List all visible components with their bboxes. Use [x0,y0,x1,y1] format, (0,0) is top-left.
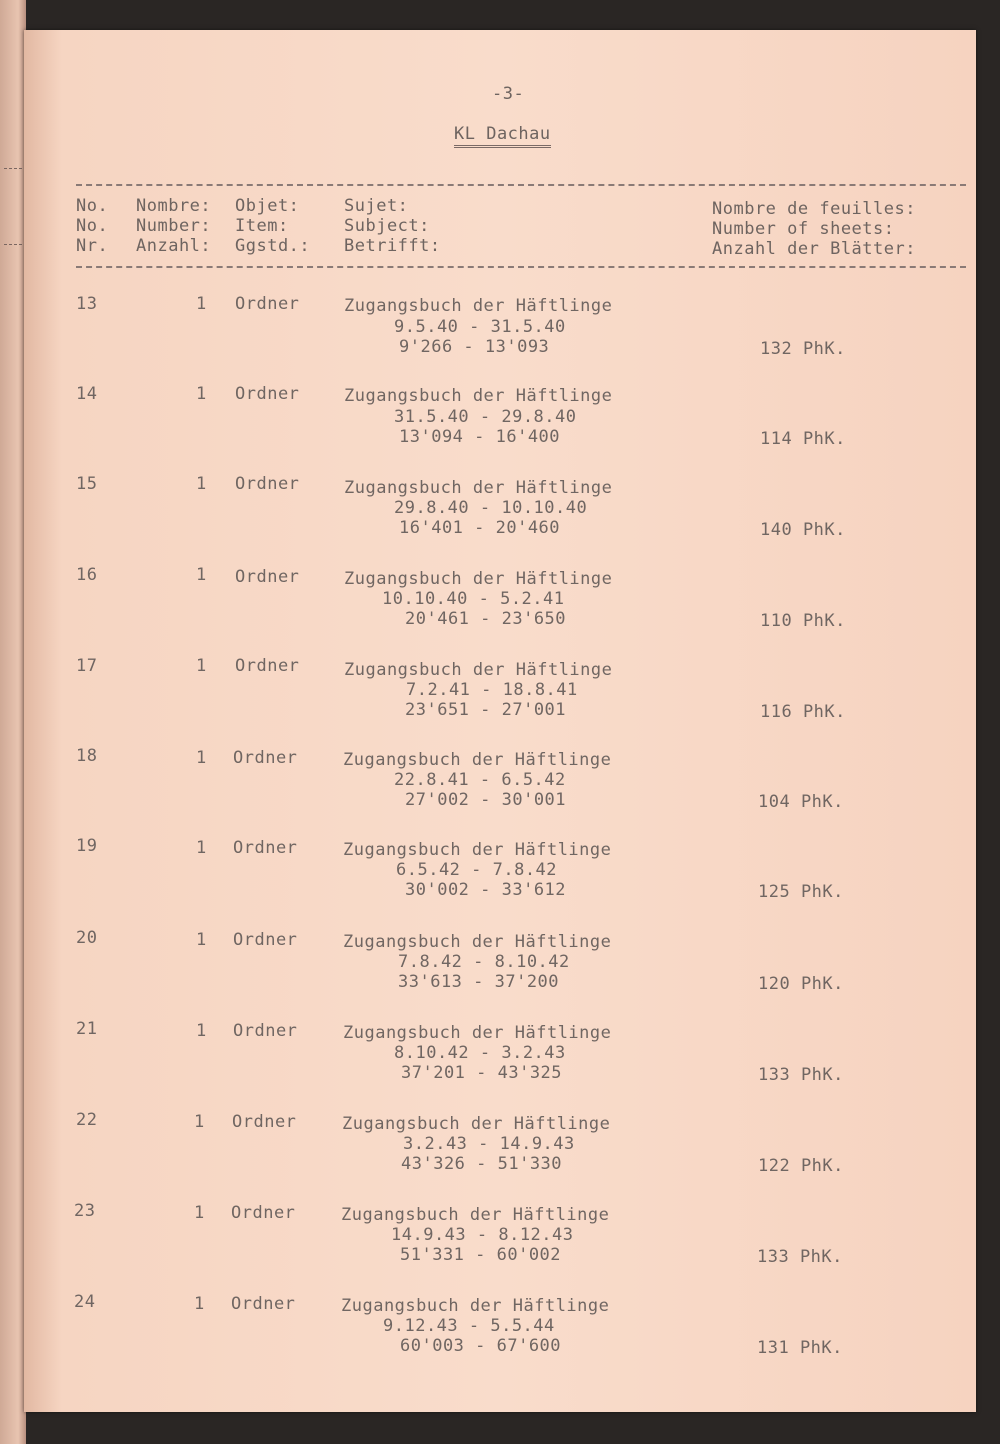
table-row [0,1292,1000,1372]
header-rule-top [76,184,966,186]
entry-subject: Zugangsbuch der Häftlinge [344,296,613,316]
table-row [0,474,1000,554]
entry-dates: 14.9.43 - 8.12.43 [391,1225,574,1245]
entry-range: 23'651 - 27'001 [405,700,567,720]
entry-item: Ordner [233,930,298,950]
entry-no: 22 [76,1110,98,1130]
entry-count: 1 [194,1294,205,1314]
header-no-fr: No. [76,196,109,216]
entry-sheets: 133 PhK. [758,1065,844,1085]
entry-subject: Zugangsbuch der Häftlinge [343,750,612,770]
entry-dates: 8.10.42 - 3.2.43 [394,1043,566,1063]
table-row [0,1110,1000,1190]
entry-dates: 7.8.42 - 8.10.42 [398,952,570,972]
entry-no: 15 [76,474,98,494]
header-no-en: No. [76,216,109,236]
entry-item: Ordner [231,1203,296,1223]
header-item-de: Ggstd.: [235,236,311,256]
entry-no: 14 [76,384,98,404]
table-row [0,384,1000,464]
document-title: KL Dachau [454,124,551,148]
table-row [0,928,1000,1008]
header-subject-de: Betrifft: [344,236,441,256]
entry-dates: 22.8.41 - 6.5.42 [394,770,566,790]
entry-sheets: 140 PhK. [760,520,846,540]
entry-sheets: 114 PhK. [760,429,846,449]
entry-dates: 29.8.40 - 10.10.40 [394,498,588,518]
entry-range: 27'002 - 30'001 [405,790,567,810]
entry-no: 23 [74,1201,96,1221]
entry-no: 24 [74,1292,96,1312]
entry-range: 43'326 - 51'330 [401,1154,563,1174]
entry-count: 1 [196,748,207,768]
entry-item: Ordner [233,838,298,858]
entry-range: 37'201 - 43'325 [401,1063,563,1083]
entry-range: 60'003 - 67'600 [400,1336,562,1356]
entry-sheets: 116 PhK. [760,702,846,722]
header-rule-bottom [76,266,966,268]
margin-mark [4,244,22,245]
entry-subject: Zugangsbuch der Häftlinge [344,660,613,680]
entry-count: 1 [196,474,207,494]
entry-count: 1 [196,656,207,676]
entry-range: 51'331 - 60'002 [400,1245,562,1265]
entry-sheets: 133 PhK. [757,1247,843,1267]
entry-count: 1 [196,838,207,858]
entry-range: 33'613 - 37'200 [398,972,560,992]
table-row [0,656,1000,736]
entry-sheets: 122 PhK. [758,1156,844,1176]
table-row [0,294,1000,374]
header-subject-fr: Sujet: [344,196,409,216]
header-subject-en: Subject: [344,216,430,236]
entry-sheets: 125 PhK. [758,882,844,902]
entry-subject: Zugangsbuch der Häftlinge [342,1114,611,1134]
entry-count: 1 [196,565,207,585]
table-row [0,1201,1000,1281]
table-row [0,1019,1000,1099]
table-row [0,565,1000,645]
entry-item: Ordner [235,294,300,314]
entry-dates: 9.5.40 - 31.5.40 [394,317,566,337]
entry-item: Ordner [235,384,300,404]
entry-item: Ordner [231,1294,296,1314]
entry-dates: 31.5.40 - 29.8.40 [394,407,577,427]
entry-subject: Zugangsbuch der Häftlinge [343,932,612,952]
entry-item: Ordner [235,474,300,494]
header-count-fr: Nombre: [136,196,212,216]
entry-no: 20 [76,928,98,948]
entry-sheets: 110 PhK. [760,611,846,631]
table-row [0,746,1000,826]
entry-count: 1 [196,930,207,950]
entry-range: 13'094 - 16'400 [399,427,561,447]
page-number: -3- [492,84,525,104]
entry-dates: 6.5.42 - 7.8.42 [396,860,558,880]
entry-sheets: 120 PhK. [758,974,844,994]
entry-no: 19 [76,836,98,856]
header-sheets-fr: Nombre de feuilles: [712,199,916,219]
entry-subject: Zugangsbuch der Häftlinge [343,840,612,860]
entry-subject: Zugangsbuch der Häftlinge [344,386,613,406]
entry-range: 20'461 - 23'650 [405,609,567,629]
header-item-en: Item: [235,216,289,236]
entry-count: 1 [196,384,207,404]
entry-item: Ordner [232,1112,297,1132]
entry-count: 1 [194,1203,205,1223]
header-count-en: Number: [136,216,212,236]
entry-subject: Zugangsbuch der Häftlinge [341,1296,610,1316]
entry-item: Ordner [233,1021,298,1041]
margin-mark [4,168,22,169]
header-item-fr: Objet: [235,196,300,216]
entry-range: 30'002 - 33'612 [405,880,567,900]
table-row [0,836,1000,916]
header-count-de: Anzahl: [136,236,212,256]
entry-subject: Zugangsbuch der Häftlinge [343,1023,612,1043]
entry-count: 1 [194,1112,205,1132]
entry-no: 13 [76,294,98,314]
entry-item: Ordner [233,748,298,768]
entry-range: 9'266 - 13'093 [399,337,550,357]
header-no-de: Nr. [76,236,109,256]
entry-dates: 7.2.41 - 18.8.41 [406,680,578,700]
entry-dates: 3.2.43 - 14.9.43 [403,1134,575,1154]
header-sheets-en: Number of sheets: [712,219,895,239]
entry-subject: Zugangsbuch der Häftlinge [341,1205,610,1225]
entry-count: 1 [196,294,207,314]
entry-range: 16'401 - 20'460 [399,518,561,538]
entry-no: 21 [76,1019,98,1039]
entry-subject: Zugangsbuch der Häftlinge [344,478,613,498]
entry-sheets: 132 PhK. [760,339,846,359]
entry-no: 17 [76,656,98,676]
entry-no: 18 [76,746,98,766]
entry-item: Ordner [235,656,300,676]
entry-sheets: 131 PhK. [757,1338,843,1358]
entry-dates: 10.10.40 - 5.2.41 [382,589,565,609]
entry-no: 16 [76,565,98,585]
entry-dates: 9.12.43 - 5.5.44 [383,1316,555,1336]
header-sheets-de: Anzahl der Blätter: [712,239,916,259]
entry-sheets: 104 PhK. [758,792,844,812]
entry-item: Ordner [235,567,300,587]
entry-subject: Zugangsbuch der Häftlinge [344,569,613,589]
entry-count: 1 [196,1021,207,1041]
